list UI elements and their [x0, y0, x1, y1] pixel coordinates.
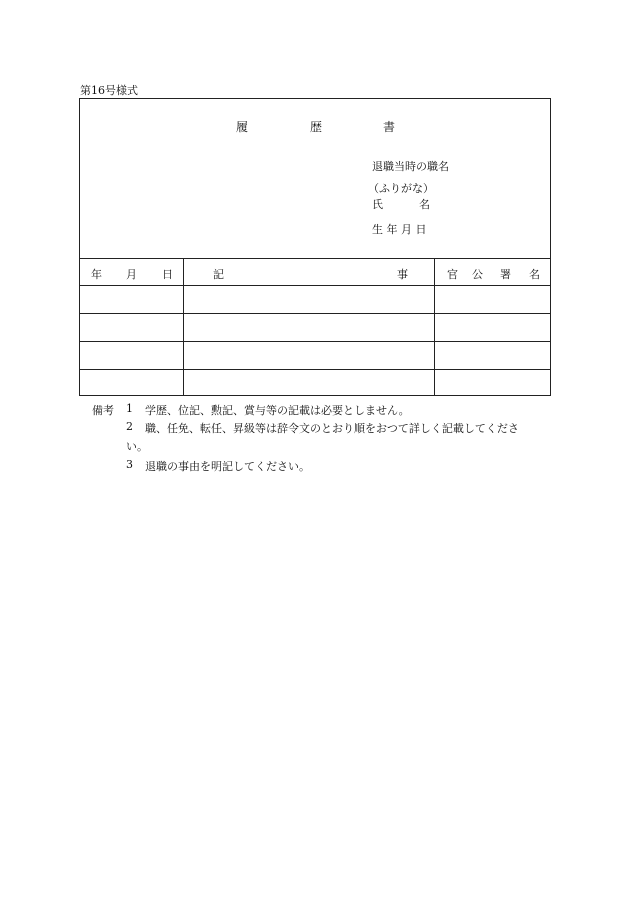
header-office-char-1: 官: [447, 268, 458, 281]
table-row-divider: [79, 285, 551, 286]
note-number: 1: [126, 402, 133, 415]
header-office-char-4: 名: [529, 268, 540, 281]
notes-label: 備考: [92, 404, 114, 417]
table-top-border: [79, 258, 551, 259]
header-month: 月: [126, 268, 137, 281]
title-char-3: 書: [383, 120, 396, 134]
name-label-char-1: 氏: [372, 198, 383, 211]
note-text: 学歴、位記、勲記、賞与等の記載は必要としません。: [145, 404, 410, 417]
header-office-char-3: 署: [500, 268, 511, 281]
note-text: 退職の事由を明記してください。: [145, 460, 310, 473]
title-char-2: 歴: [310, 120, 323, 134]
header-year: 年: [91, 268, 102, 281]
table-row-divider: [79, 313, 551, 314]
note-text-continuation: い。: [126, 440, 148, 453]
name-label-char-2: 名: [419, 198, 430, 211]
note-number: 2: [126, 420, 133, 433]
table-row-divider: [79, 341, 551, 342]
note-text: 職、任免、転任、昇級等は辞令文のとおり順をおつて詳しく記載してくださ: [145, 422, 519, 435]
header-office-char-2: 公: [472, 268, 483, 281]
header-record-char-2: 事: [397, 268, 408, 281]
furigana-label: （ふりがな）: [368, 182, 434, 195]
title-char-1: 履: [236, 120, 249, 134]
header-record-char-1: 記: [213, 268, 224, 281]
position-at-retirement-label: 退職当時の職名: [372, 160, 449, 173]
form-number: 第16号様式: [80, 84, 138, 97]
table-column-divider: [434, 258, 435, 396]
birthdate-label: 生 年 月 日: [372, 223, 427, 236]
resume-frame: [79, 98, 551, 396]
table-column-divider: [183, 258, 184, 396]
note-number: 3: [126, 458, 133, 471]
table-row-divider: [79, 369, 551, 370]
header-day: 日: [162, 268, 173, 281]
